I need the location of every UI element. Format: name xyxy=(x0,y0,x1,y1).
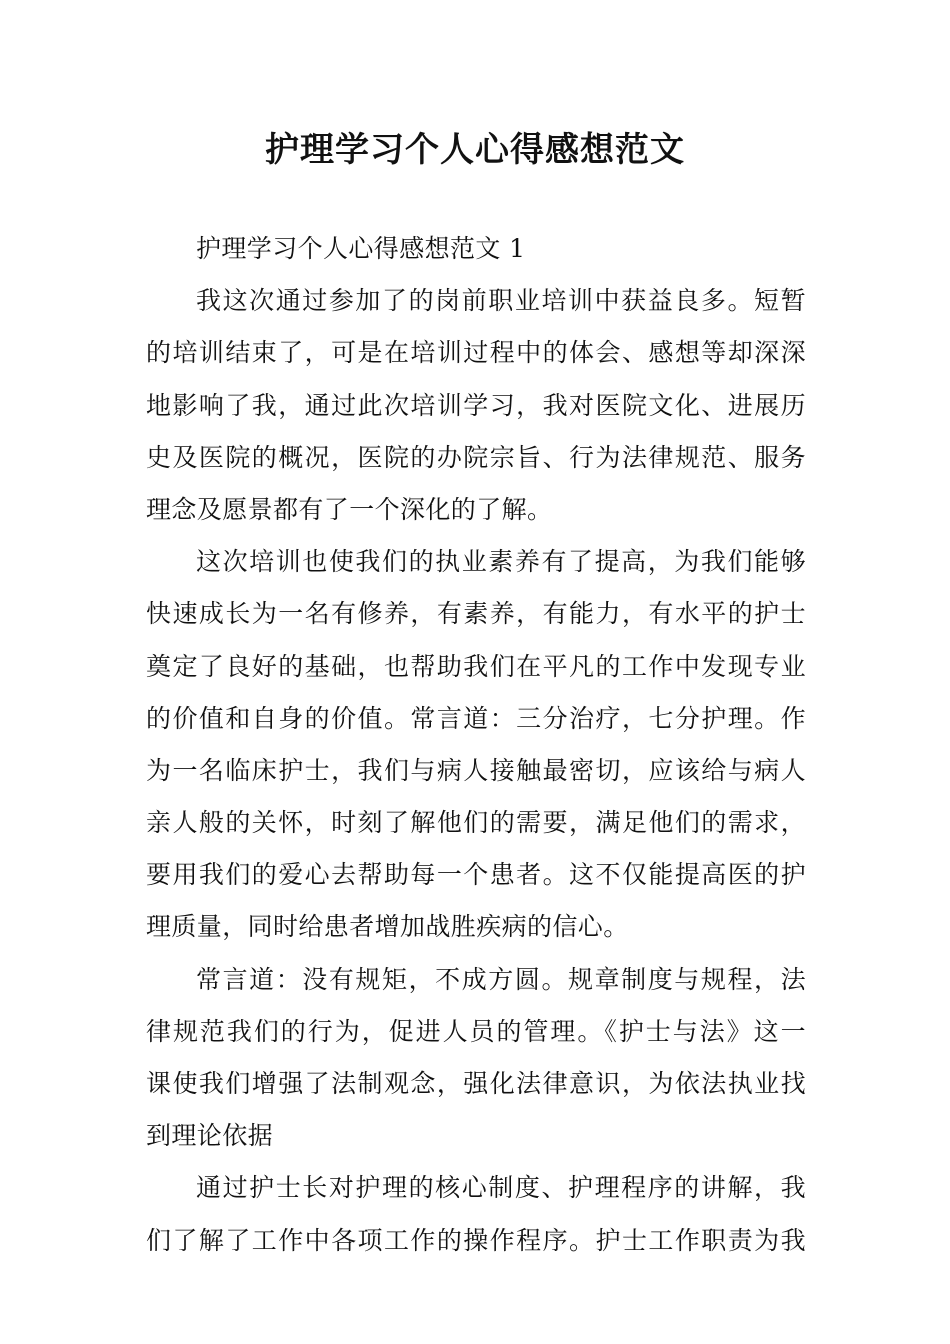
paragraph-line: 的价值和自身的价值。常言道：三分治疗，七分护理。作 xyxy=(146,703,806,733)
paragraph-line: 地影响了我，通过此次培训学习，我对医院文化、进展历 xyxy=(146,390,806,420)
paragraph-line: 史及医院的概况，医院的办院宗旨、行为法律规范、服务 xyxy=(146,442,806,472)
paragraph-line: 的培训结束了，可是在培训过程中的体会、感想等却深深 xyxy=(146,338,806,368)
paragraph-line: 我这次通过参加了的岗前职业培训中获益良多。短暂 xyxy=(196,286,806,316)
section-heading: 护理学习个人心得感想范文 1 xyxy=(196,234,526,263)
document-body xyxy=(146,227,806,1271)
paragraph-line: 奠定了良好的基础，也帮助我们在平凡的工作中发现专业 xyxy=(146,651,806,681)
paragraph-line: 快速成长为一名有修养，有素养，有能力，有水平的护士 xyxy=(146,599,806,629)
paragraph-line: 通过护士长对护理的核心制度、护理程序的讲解，我 xyxy=(196,1173,806,1203)
paragraph-line: 亲人般的关怀，时刻了解他们的需要，满足他们的需求， xyxy=(146,808,806,838)
paragraph-line: 到理论依据 xyxy=(146,1121,274,1151)
paragraph-line: 理念及愿景都有了一个深化的了解。 xyxy=(146,494,553,524)
paragraph-line: 常言道：没有规矩，不成方圆。规章制度与规程，法 xyxy=(196,964,806,994)
paragraph-line: 律规范我们的行为，促进人员的管理。《护士与法》这一 xyxy=(146,1016,806,1046)
document-title: 护理学习个人心得感想范文 xyxy=(265,130,685,170)
paragraph-line: 们了解了工作中各项工作的操作程序。护士工作职责为我 xyxy=(146,1225,806,1255)
paragraph-line: 这次培训也使我们的执业素养有了提高，为我们能够 xyxy=(196,547,806,577)
paragraph-line: 要用我们的爱心去帮助每一个患者。这不仅能提高医的护 xyxy=(146,860,806,890)
paragraph-line: 课使我们增强了法制观念，强化法律意识，为依法执业找 xyxy=(146,1069,806,1098)
paragraph-line: 理质量，同时给患者增加战胜疾病的信心。 xyxy=(146,912,629,942)
paragraph-line: 为一名临床护士，我们与病人接触最密切，应该给与病人 xyxy=(146,755,806,785)
